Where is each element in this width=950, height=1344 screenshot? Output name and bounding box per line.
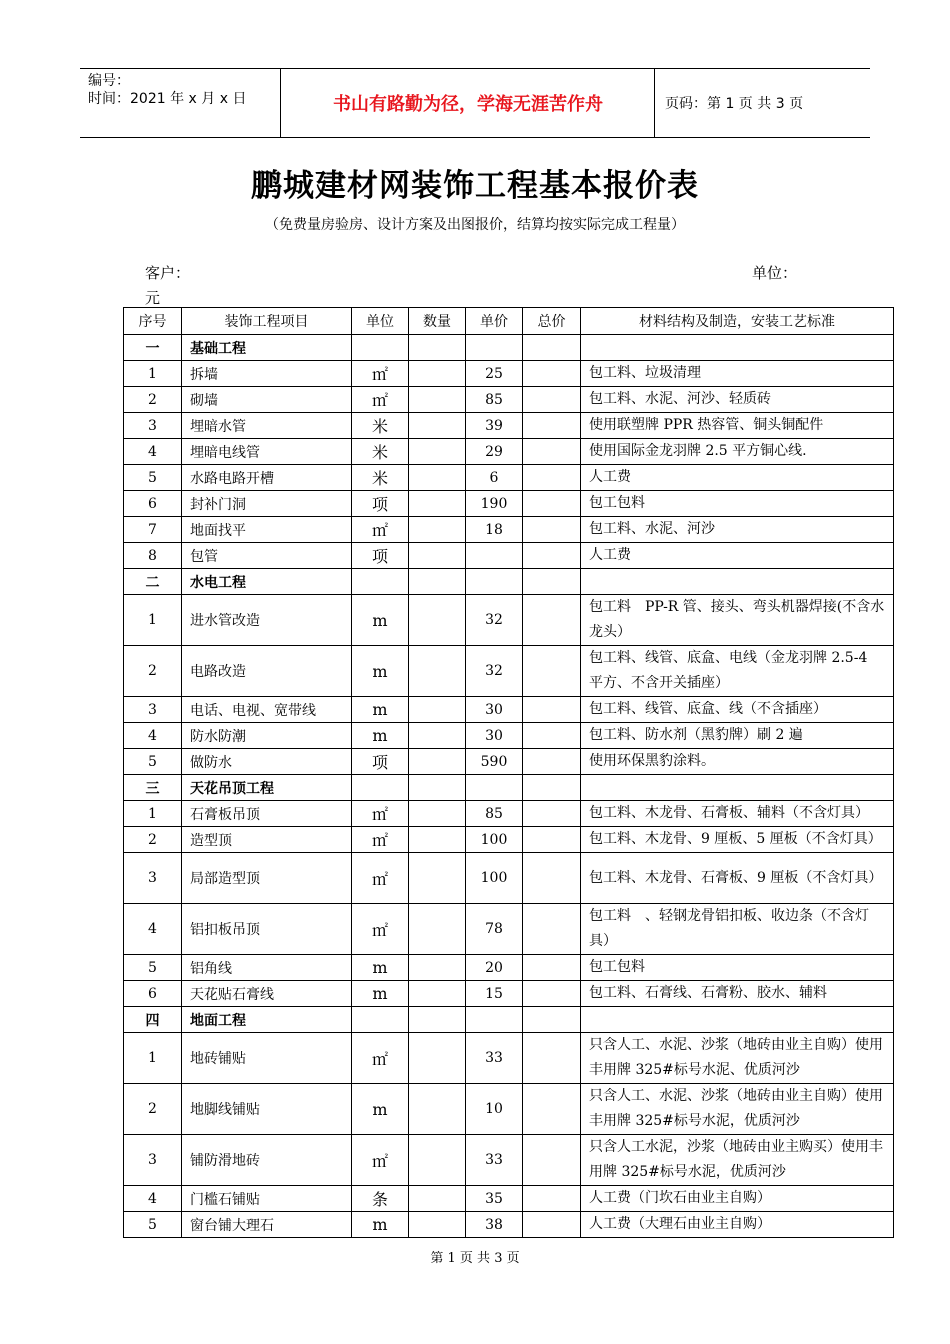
item-unit-price: 38	[466, 1212, 523, 1238]
item-unit: m	[352, 981, 409, 1007]
item-number: 4	[124, 1186, 182, 1212]
item-total	[523, 801, 581, 827]
item-unit: ㎡	[352, 827, 409, 853]
item-quantity	[409, 413, 466, 439]
item-name: 铝角线	[182, 955, 352, 981]
table-row	[124, 904, 894, 955]
item-name: 地砖铺贴	[182, 1033, 352, 1084]
item-name: 埋暗水管	[182, 413, 352, 439]
item-name: 铺防滑地砖	[182, 1135, 352, 1186]
item-name: 电路改造	[182, 646, 352, 697]
item-unit: 条	[352, 1186, 409, 1212]
empty-cell	[466, 335, 523, 361]
item-quantity	[409, 853, 466, 904]
col-header-unit: 单位	[352, 308, 409, 335]
item-total	[523, 517, 581, 543]
table-row	[124, 697, 894, 723]
item-name: 天花贴石膏线	[182, 981, 352, 1007]
item-material: 包工料、防水剂（黑豹牌）刷 2 遍	[581, 723, 894, 749]
item-name: 局部造型顶	[182, 853, 352, 904]
item-material: 包工料、垃圾清理	[581, 361, 894, 387]
table-row	[124, 853, 894, 904]
item-unit-price	[466, 543, 523, 569]
item-number: 4	[124, 723, 182, 749]
client-label: 客户：	[145, 264, 191, 282]
item-quantity	[409, 465, 466, 491]
item-total	[523, 361, 581, 387]
item-unit: ㎡	[352, 1135, 409, 1186]
item-quantity	[409, 543, 466, 569]
section-row	[124, 569, 894, 595]
item-unit: 项	[352, 749, 409, 775]
item-material: 包工料、木龙骨、石膏板、9 厘板（不含灯具）	[581, 853, 894, 904]
item-unit-price: 20	[466, 955, 523, 981]
item-total	[523, 439, 581, 465]
item-material: 包工料、木龙骨、9 厘板、5 厘板（不含灯具）	[581, 827, 894, 853]
section-name: 水电工程	[182, 569, 352, 595]
item-number: 5	[124, 1212, 182, 1238]
item-material: 使用环保黑豹涂料。	[581, 749, 894, 775]
section-row	[124, 1007, 894, 1033]
item-number: 3	[124, 1135, 182, 1186]
item-number: 4	[124, 439, 182, 465]
header-page-label: 页码：第 1 页 共 3 页	[665, 96, 804, 112]
item-material: 包工料、线管、底盒、线（不含插座）	[581, 697, 894, 723]
item-quantity	[409, 1212, 466, 1238]
item-number: 5	[124, 465, 182, 491]
item-unit: m	[352, 723, 409, 749]
item-name: 造型顶	[182, 827, 352, 853]
item-total	[523, 1033, 581, 1084]
table-row	[124, 465, 894, 491]
table-row	[124, 1033, 894, 1084]
header-motto: 书山有路勤为径，学海无涯苦作舟	[282, 69, 655, 137]
item-material: 人工费（大理石由业主自购）	[581, 1212, 894, 1238]
item-quantity	[409, 439, 466, 465]
table-row	[124, 361, 894, 387]
item-total	[523, 1135, 581, 1186]
item-unit-price: 85	[466, 801, 523, 827]
item-material: 人工费	[581, 465, 894, 491]
item-unit-price: 78	[466, 904, 523, 955]
item-unit-price: 85	[466, 387, 523, 413]
item-name: 做防水	[182, 749, 352, 775]
empty-cell	[466, 1007, 523, 1033]
item-unit-price: 10	[466, 1084, 523, 1135]
item-material: 使用国际金龙羽牌 2.5 平方铜心线.	[581, 439, 894, 465]
item-total	[523, 1084, 581, 1135]
empty-cell	[352, 569, 409, 595]
item-unit-price: 100	[466, 827, 523, 853]
table-row	[124, 387, 894, 413]
item-name: 包管	[182, 543, 352, 569]
item-unit-price: 35	[466, 1186, 523, 1212]
item-material: 包工包料	[581, 491, 894, 517]
item-material: 包工料、水泥、河沙、轻质砖	[581, 387, 894, 413]
item-quantity	[409, 749, 466, 775]
item-material: 人工费	[581, 543, 894, 569]
item-unit: ㎡	[352, 517, 409, 543]
item-number: 6	[124, 491, 182, 517]
item-unit: m	[352, 646, 409, 697]
col-header-item: 装饰工程项目	[182, 308, 352, 335]
item-quantity	[409, 1135, 466, 1186]
empty-cell	[581, 569, 894, 595]
empty-cell	[352, 1007, 409, 1033]
page-header	[80, 68, 870, 138]
item-unit: ㎡	[352, 361, 409, 387]
item-material: 只含人工、水泥、沙浆（地砖由业主自购）使用丰用牌 325#标号水泥、优质河沙	[581, 1033, 894, 1084]
section-name: 天花吊顶工程	[182, 775, 352, 801]
item-unit-price: 25	[466, 361, 523, 387]
empty-cell	[352, 335, 409, 361]
item-material: 包工料 、轻钢龙骨铝扣板、收边条（不含灯具）	[581, 904, 894, 955]
item-unit: 项	[352, 491, 409, 517]
item-quantity	[409, 517, 466, 543]
table-row	[124, 1186, 894, 1212]
table-header-row	[124, 308, 894, 335]
item-unit-price: 39	[466, 413, 523, 439]
item-number: 3	[124, 697, 182, 723]
item-unit: m	[352, 1084, 409, 1135]
item-unit-price: 30	[466, 697, 523, 723]
table-row	[124, 1084, 894, 1135]
col-header-total: 总价	[523, 308, 581, 335]
item-quantity	[409, 1084, 466, 1135]
item-total	[523, 1186, 581, 1212]
item-unit: ㎡	[352, 387, 409, 413]
item-quantity	[409, 491, 466, 517]
table-row	[124, 491, 894, 517]
item-name: 门槛石铺贴	[182, 1186, 352, 1212]
table-row	[124, 595, 894, 646]
item-total	[523, 646, 581, 697]
item-unit: m	[352, 595, 409, 646]
item-number: 2	[124, 387, 182, 413]
item-unit-price: 590	[466, 749, 523, 775]
item-unit-price: 32	[466, 595, 523, 646]
empty-cell	[581, 335, 894, 361]
empty-cell	[466, 775, 523, 801]
item-total	[523, 697, 581, 723]
item-total	[523, 853, 581, 904]
item-number: 3	[124, 413, 182, 439]
item-unit-price: 29	[466, 439, 523, 465]
item-unit-price: 100	[466, 853, 523, 904]
col-header-no: 序号	[124, 308, 182, 335]
table-row	[124, 517, 894, 543]
item-number: 2	[124, 1084, 182, 1135]
item-unit: ㎡	[352, 1033, 409, 1084]
section-row	[124, 335, 894, 361]
item-total	[523, 413, 581, 439]
item-number: 7	[124, 517, 182, 543]
empty-cell	[352, 775, 409, 801]
table-row	[124, 723, 894, 749]
item-number: 5	[124, 955, 182, 981]
item-material: 包工料 PP-R 管、接头、弯头机器焊接(不含水龙头）	[581, 595, 894, 646]
item-number: 2	[124, 646, 182, 697]
table-row	[124, 827, 894, 853]
empty-cell	[409, 1007, 466, 1033]
item-unit-price: 6	[466, 465, 523, 491]
empty-cell	[466, 569, 523, 595]
item-number: 6	[124, 981, 182, 1007]
section-number: 三	[124, 775, 182, 801]
table-row	[124, 543, 894, 569]
item-unit: 米	[352, 465, 409, 491]
item-material: 包工料、石膏线、石膏粉、胶水、辅料	[581, 981, 894, 1007]
item-number: 1	[124, 361, 182, 387]
item-quantity	[409, 801, 466, 827]
empty-cell	[409, 335, 466, 361]
item-quantity	[409, 981, 466, 1007]
item-number: 5	[124, 749, 182, 775]
item-quantity	[409, 595, 466, 646]
item-total	[523, 465, 581, 491]
empty-cell	[409, 775, 466, 801]
item-name: 石膏板吊顶	[182, 801, 352, 827]
item-quantity	[409, 723, 466, 749]
item-total	[523, 904, 581, 955]
item-unit-price: 33	[466, 1135, 523, 1186]
currency-label: 元	[145, 289, 161, 307]
col-header-material: 材料结构及制造，安装工艺标准	[581, 308, 894, 335]
empty-cell	[523, 335, 581, 361]
empty-cell	[523, 775, 581, 801]
number-label: 编号：	[88, 73, 130, 89]
item-number: 8	[124, 543, 182, 569]
table-row	[124, 1212, 894, 1238]
col-header-qty: 数量	[409, 308, 466, 335]
item-total	[523, 491, 581, 517]
item-unit-price: 30	[466, 723, 523, 749]
item-quantity	[409, 697, 466, 723]
item-total	[523, 723, 581, 749]
item-unit: 米	[352, 439, 409, 465]
item-unit: ㎡	[352, 904, 409, 955]
item-material: 只含人工水泥，沙浆（地砖由业主购买）使用丰用牌 325#标号水泥，优质河沙	[581, 1135, 894, 1186]
item-name: 拆墙	[182, 361, 352, 387]
item-name: 埋暗电线管	[182, 439, 352, 465]
item-total	[523, 1212, 581, 1238]
item-name: 地脚线铺贴	[182, 1084, 352, 1135]
item-total	[523, 749, 581, 775]
item-unit: 项	[352, 543, 409, 569]
item-unit-price: 32	[466, 646, 523, 697]
item-material: 包工料、水泥、河沙	[581, 517, 894, 543]
item-number: 2	[124, 827, 182, 853]
table-row	[124, 413, 894, 439]
unit-label: 单位：	[752, 264, 798, 282]
item-name: 铝扣板吊顶	[182, 904, 352, 955]
section-number: 四	[124, 1007, 182, 1033]
page-footer: 第 1 页 共 3 页	[430, 1251, 520, 1266]
item-quantity	[409, 955, 466, 981]
item-quantity	[409, 904, 466, 955]
item-name: 进水管改造	[182, 595, 352, 646]
item-name: 防水防潮	[182, 723, 352, 749]
item-material: 只含人工、水泥、沙浆（地砖由业主自购）使用丰用牌 325#标号水泥，优质河沙	[581, 1084, 894, 1135]
document-title: 鹏城建材网装饰工程基本报价表	[251, 168, 699, 204]
item-total	[523, 981, 581, 1007]
item-name: 水路电路开槽	[182, 465, 352, 491]
section-number: 一	[124, 335, 182, 361]
item-name: 砌墙	[182, 387, 352, 413]
document-subtitle: （免费量房验房、设计方案及出图报价，结算均按实际完成工程量）	[265, 217, 685, 233]
table-row	[124, 1135, 894, 1186]
item-total	[523, 387, 581, 413]
empty-cell	[523, 1007, 581, 1033]
empty-cell	[581, 775, 894, 801]
item-quantity	[409, 387, 466, 413]
time-label: 时间：2021 年 x 月 x 日	[88, 91, 247, 107]
empty-cell	[523, 569, 581, 595]
item-quantity	[409, 1186, 466, 1212]
item-material: 使用联塑牌 PPR 热容管、铜头铜配件	[581, 413, 894, 439]
item-quantity	[409, 646, 466, 697]
section-name: 地面工程	[182, 1007, 352, 1033]
item-unit: 米	[352, 413, 409, 439]
item-number: 1	[124, 801, 182, 827]
section-row	[124, 775, 894, 801]
item-material: 包工料、线管、底盒、电线（金龙羽牌 2.5-4 平方、不含开关插座）	[581, 646, 894, 697]
table-row	[124, 439, 894, 465]
item-name: 地面找平	[182, 517, 352, 543]
item-number: 4	[124, 904, 182, 955]
item-material: 人工费（门坎石由业主自购）	[581, 1186, 894, 1212]
item-name: 电话、电视、宽带线	[182, 697, 352, 723]
item-quantity	[409, 827, 466, 853]
empty-cell	[581, 1007, 894, 1033]
item-unit: ㎡	[352, 853, 409, 904]
col-header-price: 单价	[466, 308, 523, 335]
table-row	[124, 981, 894, 1007]
item-quantity	[409, 1033, 466, 1084]
item-unit-price: 18	[466, 517, 523, 543]
section-number: 二	[124, 569, 182, 595]
item-unit: ㎡	[352, 801, 409, 827]
item-unit-price: 33	[466, 1033, 523, 1084]
item-name: 窗台铺大理石	[182, 1212, 352, 1238]
item-unit-price: 15	[466, 981, 523, 1007]
item-unit: m	[352, 697, 409, 723]
table-row	[124, 749, 894, 775]
item-name: 封补门洞	[182, 491, 352, 517]
item-total	[523, 543, 581, 569]
item-number: 1	[124, 1033, 182, 1084]
item-quantity	[409, 361, 466, 387]
item-unit: m	[352, 1212, 409, 1238]
item-unit: m	[352, 955, 409, 981]
item-material: 包工料、木龙骨、石膏板、辅料（不含灯具）	[581, 801, 894, 827]
item-total	[523, 955, 581, 981]
header-meta	[80, 69, 281, 137]
item-material: 包工包料	[581, 955, 894, 981]
section-name: 基础工程	[182, 335, 352, 361]
item-unit-price: 190	[466, 491, 523, 517]
table-row	[124, 801, 894, 827]
item-total	[523, 827, 581, 853]
quote-table	[123, 307, 894, 1238]
item-total	[523, 595, 581, 646]
table-row	[124, 955, 894, 981]
table-row	[124, 646, 894, 697]
item-number: 1	[124, 595, 182, 646]
table-body	[124, 335, 894, 1238]
item-number: 3	[124, 853, 182, 904]
empty-cell	[409, 569, 466, 595]
